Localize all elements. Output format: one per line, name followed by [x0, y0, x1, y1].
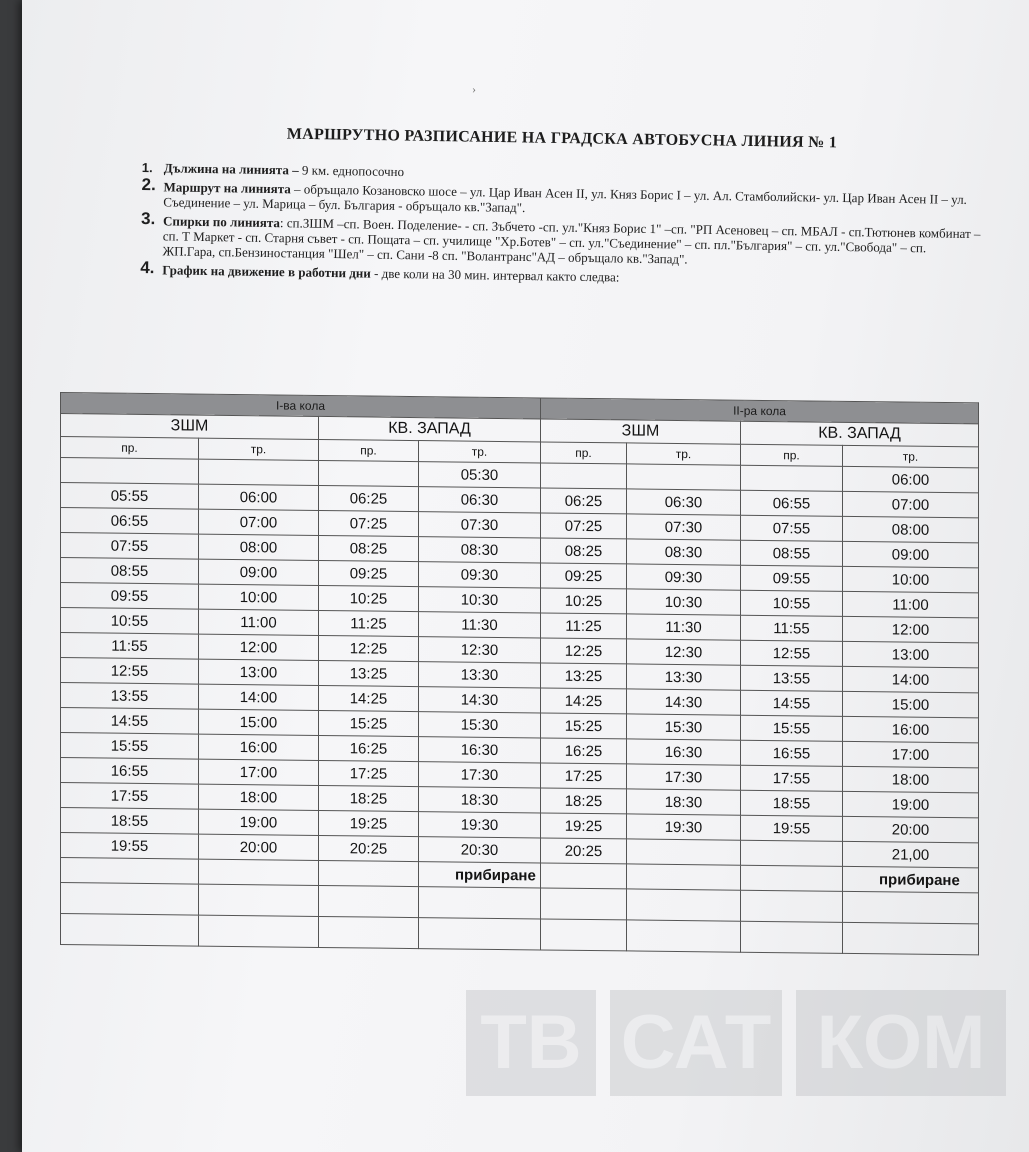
car-1-header: I-ва кола — [61, 393, 541, 419]
time-cell: 20:25 — [541, 838, 627, 864]
time-cell — [627, 464, 741, 490]
time-cell: 14:55 — [61, 708, 199, 735]
time-cell: 10:25 — [541, 588, 627, 614]
time-cell: 08:00 — [843, 516, 979, 543]
time-cell: 05:30 — [419, 462, 541, 488]
watermark-part: ТВ — [466, 990, 596, 1096]
time-cell: 11:25 — [541, 613, 627, 639]
time-cell: 19:30 — [419, 812, 541, 838]
time-cell: 06:00 — [199, 484, 319, 510]
time-cell — [541, 863, 627, 889]
time-cell: прибиране — [843, 866, 979, 893]
time-cell — [627, 864, 741, 890]
time-cell: 14:25 — [319, 685, 419, 711]
time-cell: 16:55 — [61, 758, 199, 785]
time-cell: 18:55 — [741, 790, 843, 816]
time-cell — [741, 465, 843, 491]
time-cell: 09:00 — [843, 541, 979, 568]
time-cell — [741, 840, 843, 866]
time-cell: 18:00 — [843, 766, 979, 793]
stop-header-zapad: КВ. ЗАПАД — [741, 421, 979, 447]
item-number: 1. — [141, 160, 153, 176]
time-cell: 17:25 — [541, 763, 627, 789]
time-cell — [199, 859, 319, 885]
time-cell: 19:55 — [61, 833, 199, 860]
route-details — [140, 160, 982, 294]
time-cell: 13:00 — [199, 659, 319, 685]
time-cell: 08:55 — [741, 540, 843, 566]
item-label: График на движение в работни дни — [162, 262, 371, 281]
time-cell: 15:25 — [319, 710, 419, 736]
time-cell: 10:00 — [843, 566, 979, 593]
time-cell — [741, 865, 843, 891]
time-cell: 13:25 — [541, 663, 627, 689]
departure-header: тр. — [419, 441, 541, 463]
item-text: - две коли на 30 мин. интервал както следва: — [370, 265, 620, 285]
time-cell: 15:55 — [61, 733, 199, 760]
time-cell: 16:25 — [541, 738, 627, 764]
stop-header-zapad: КВ. ЗАПАД — [319, 416, 541, 442]
time-cell — [627, 839, 741, 865]
time-cell: 17:30 — [627, 764, 741, 790]
car-2-header: II-ра кола — [541, 398, 979, 424]
time-cell: 18:30 — [419, 787, 541, 813]
time-cell: 07:55 — [61, 533, 199, 560]
time-cell: 16:25 — [319, 735, 419, 761]
time-cell: 17:55 — [61, 783, 199, 810]
time-cell: 16:55 — [741, 740, 843, 766]
time-cell: 08:25 — [541, 538, 627, 564]
time-cell: 08:00 — [199, 534, 319, 560]
page-mark: › — [472, 82, 476, 96]
time-cell: 09:55 — [741, 565, 843, 591]
time-cell: 17:25 — [319, 760, 419, 786]
time-cell: 16:00 — [843, 716, 979, 743]
time-cell: 10:25 — [319, 585, 419, 611]
time-cell: 06:25 — [319, 485, 419, 511]
time-cell: 06:30 — [419, 487, 541, 513]
time-cell: 11:55 — [61, 633, 199, 660]
time-cell: 18:25 — [541, 788, 627, 814]
item-text: : сп.ЗШМ –сп. Воен. Поделение- - сп. Зъбчето -сп. ул."Княз Борис 1" –сп. "РП Асеновец – сп. МБАЛ - сп.Тютюнев комбинат – сп. Т Маркет - сп. Старня съвет - сп. Пощата – сп. училище "Хр.Ботев" – сп. ул."Съединение" – сп. пл."България" – сп. ул."Свобода" – сп. ЖП.Гара, сп.Бензиностанция "Шел" – сп. Сани -8 сп. "Волантранс"АД – обръщало кв."Запад". — [162, 215, 981, 267]
time-cell: 14:30 — [419, 687, 541, 713]
time-cell: 12:00 — [199, 634, 319, 660]
item-number: 3. — [140, 208, 156, 229]
time-cell: 18:00 — [199, 784, 319, 810]
time-cell: 06:55 — [61, 508, 199, 535]
time-cell: 07:30 — [419, 512, 541, 538]
route-stops-item — [140, 208, 981, 271]
time-cell — [319, 460, 419, 486]
time-cell: 12:25 — [319, 635, 419, 661]
time-cell: 18:25 — [319, 785, 419, 811]
time-cell: 08:25 — [319, 535, 419, 561]
time-cell: 10:55 — [741, 590, 843, 616]
time-cell: 20:00 — [843, 816, 979, 843]
time-cell: 07:25 — [541, 513, 627, 539]
time-cell: 15:25 — [541, 713, 627, 739]
time-cell: 13:55 — [741, 665, 843, 691]
item-number: 4. — [140, 257, 155, 278]
watermark-part: КОМ — [796, 990, 1006, 1096]
item-label: Дължина на линията – — [163, 160, 299, 178]
time-cell: 16:30 — [419, 737, 541, 763]
departure-header: тр. — [843, 445, 979, 468]
item-label: Спирки по линията — [162, 213, 281, 231]
time-cell: 09:30 — [419, 562, 541, 588]
time-cell: 13:55 — [61, 683, 199, 710]
arrival-header: пр. — [61, 437, 199, 460]
stop-header-zshm: ЗШМ — [541, 419, 741, 444]
time-cell: 11:00 — [199, 609, 319, 635]
time-cell: 13:30 — [419, 662, 541, 688]
time-cell — [61, 858, 199, 885]
time-cell: 19:25 — [541, 813, 627, 839]
time-cell: 07:00 — [843, 491, 979, 518]
time-cell: 08:55 — [61, 558, 199, 585]
time-cell: 10:00 — [199, 584, 319, 610]
time-cell: 17:55 — [741, 765, 843, 791]
time-cell: 09:30 — [627, 564, 741, 590]
time-cell: 11:55 — [741, 615, 843, 641]
time-cell: 12:55 — [741, 640, 843, 666]
time-cell: 09:25 — [319, 560, 419, 586]
time-cell: 14:55 — [741, 690, 843, 716]
time-cell: 17:00 — [843, 741, 979, 768]
time-cell: 12:25 — [541, 638, 627, 664]
time-cell: 07:55 — [741, 515, 843, 541]
time-cell: 12:30 — [627, 639, 741, 665]
stop-header-zshm: ЗШМ — [61, 414, 319, 440]
time-cell: 19:00 — [843, 791, 979, 818]
watermark-logo — [466, 990, 1006, 1096]
time-cell — [61, 458, 199, 485]
time-cell: прибиране — [419, 862, 541, 888]
time-cell: 15:00 — [843, 691, 979, 718]
time-cell: 13:00 — [843, 641, 979, 668]
item-text: – обръщало Козановско шосе – ул. Цар Иван Асен II, ул. Княз Борис I – ул. Ал. Стамболийски- ул. Цар Иван Асен II – ул. Съединение – ул. Марица – бул. България - обръщало кв."Запад". — [163, 181, 968, 216]
time-cell: 08:30 — [419, 537, 541, 563]
time-cell: 06:30 — [627, 489, 741, 515]
time-cell: 14:25 — [541, 688, 627, 714]
time-cell: 09:55 — [61, 583, 199, 610]
time-cell: 09:00 — [199, 559, 319, 585]
time-cell: 11:25 — [319, 610, 419, 636]
item-text: 9 км. еднопосочно — [298, 162, 405, 180]
time-cell: 15:00 — [199, 709, 319, 735]
time-cell: 12:30 — [419, 637, 541, 663]
item-number: 2. — [141, 174, 156, 195]
time-cell: 11:30 — [627, 614, 741, 640]
time-cell: 10:30 — [627, 589, 741, 615]
time-cell: 18:55 — [61, 808, 199, 835]
time-cell: 20:00 — [199, 834, 319, 860]
time-cell: 15:55 — [741, 715, 843, 741]
time-cell — [319, 860, 419, 886]
arrival-header: пр. — [741, 444, 843, 466]
time-cell: 11:00 — [843, 591, 979, 618]
time-cell: 12:55 — [61, 658, 199, 685]
time-cell: 20:25 — [319, 835, 419, 861]
departure-header: тр. — [627, 443, 741, 465]
time-cell: 19:55 — [741, 815, 843, 841]
time-cell: 15:30 — [419, 712, 541, 738]
time-cell: 10:55 — [61, 608, 199, 635]
time-cell: 18:30 — [627, 789, 741, 815]
time-cell: 12:00 — [843, 616, 979, 643]
time-cell: 05:55 — [61, 483, 199, 510]
time-cell: 14:00 — [199, 684, 319, 710]
time-cell: 11:30 — [419, 612, 541, 638]
time-cell: 14:00 — [843, 666, 979, 693]
time-cell: 06:55 — [741, 490, 843, 516]
time-cell: 19:30 — [627, 814, 741, 840]
time-cell: 13:25 — [319, 660, 419, 686]
time-cell: 16:30 — [627, 739, 741, 765]
time-cell — [199, 459, 319, 485]
arrival-header: пр. — [319, 439, 419, 461]
arrival-header: пр. — [541, 442, 627, 464]
document-title: МАРШРУТНО РАЗПИСАНИЕ НА ГРАДСКА АВТОБУСНА ЛИНИЯ № 1 — [286, 125, 838, 152]
time-cell: 09:25 — [541, 563, 627, 589]
time-cell: 17:00 — [199, 759, 319, 785]
time-cell: 21,00 — [843, 841, 979, 868]
time-cell: 15:30 — [627, 714, 741, 740]
departure-header: тр. — [199, 438, 319, 460]
timetable — [60, 392, 978, 974]
time-cell: 20:30 — [419, 837, 541, 863]
time-cell: 13:30 — [627, 664, 741, 690]
time-cell: 06:25 — [541, 488, 627, 514]
time-cell: 16:00 — [199, 734, 319, 760]
time-cell: 19:00 — [199, 809, 319, 835]
time-cell: 07:30 — [627, 514, 741, 540]
time-cell: 07:00 — [199, 509, 319, 535]
time-cell: 19:25 — [319, 810, 419, 836]
watermark-part: САТ — [610, 990, 782, 1096]
time-cell: 06:00 — [843, 466, 979, 493]
time-cell: 07:25 — [319, 510, 419, 536]
time-cell: 17:30 — [419, 762, 541, 788]
time-cell: 10:30 — [419, 587, 541, 613]
item-label: Маршрут на линията — [163, 179, 291, 197]
time-cell: 14:30 — [627, 689, 741, 715]
time-cell — [541, 463, 627, 489]
time-cell: 08:30 — [627, 539, 741, 565]
